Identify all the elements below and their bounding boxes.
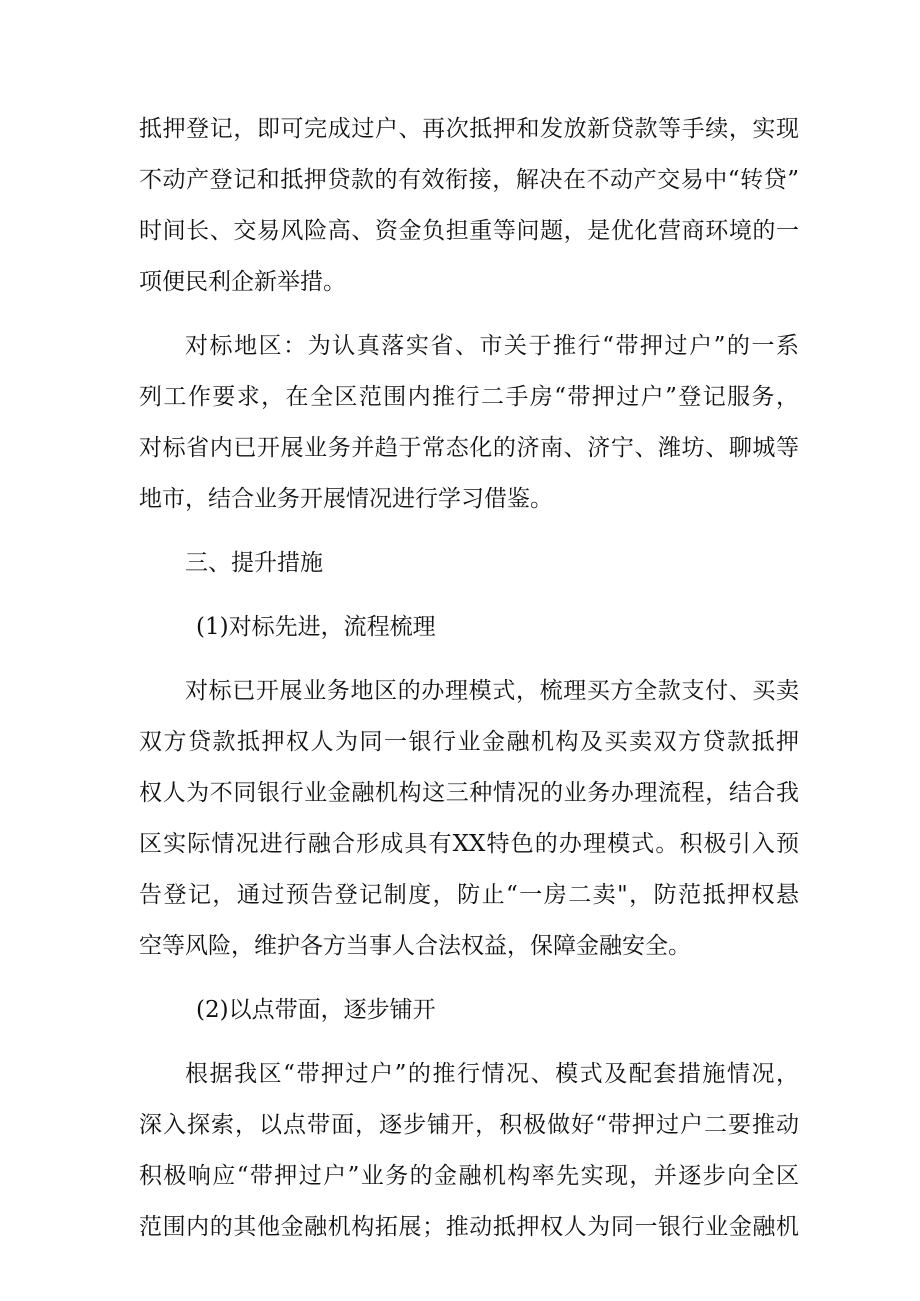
text-line: 项便民利企新举措。: [139, 269, 346, 295]
text-line: 对标省内已开展业务并趋于常态化的济南、济宁、潍坊、聊城等: [139, 435, 799, 461]
text-line: 根据我区“带押过户”的推行情况、模式及配套措施情况，: [185, 1061, 799, 1087]
text-line: 告登记，通过预告登记制度，防止“一房二卖"，防范抵押权悬: [139, 882, 799, 908]
text-line: 权人为不同银行业金融机构这三种情况的业务办理流程，结合我: [139, 780, 799, 806]
paragraph-benchmark-regions: [139, 321, 799, 525]
subsection-heading: (2)以点带面，逐步铺开: [196, 997, 436, 1023]
document-body: [139, 104, 799, 1253]
text-line: 积极响应“带押过户”业务的金融机构率先实现，并逐步向全区: [139, 1163, 799, 1189]
text-line: 对标地区：为认真落实省、市关于推行“带押过户”的一系: [185, 333, 799, 359]
section-heading: 三、提升措施: [185, 550, 323, 576]
text-line: 深入探索，以点带面，逐步铺开，积极做好“带押过户二要推动: [139, 1112, 799, 1138]
text-line: 空等风险，维护各方当事人合法权益，保障金融安全。: [139, 933, 691, 959]
paragraph-mortgage-registration: [139, 104, 799, 308]
text-line: 时间长、交易风险高、资金负担重等问题，是优化营商环境的一: [139, 218, 799, 244]
subsection-heading: (1)对标先进，流程梳理: [196, 614, 436, 640]
text-line: 范围内的其他金融机构拓展；推动抵押权人为同一银行业金融机: [139, 1214, 799, 1240]
text-line: 地市，结合业务开展情况进行学习借鉴。: [139, 486, 553, 512]
text-line: 列工作要求，在全区范围内推行二手房“带押过户”登记服务，: [139, 384, 799, 410]
paragraph-process-sorting: [139, 666, 799, 972]
text-line: 双方贷款抵押权人为同一银行业金融机构及买卖双方贷款抵押: [139, 729, 799, 755]
text-line: 对标已开展业务地区的办理模式，梳理买方全款支付、买卖: [185, 678, 799, 704]
text-line: 不动产登记和抵押贷款的有效衔接，解决在不动产交易中“转贷”: [139, 167, 799, 193]
text-line: 区实际情况进行融合形成具有XX特色的办理模式。积极引入预: [139, 831, 799, 857]
paragraph-gradual-rollout: [139, 1049, 799, 1253]
text-line: 抵押登记，即可完成过户、再次抵押和发放新贷款等手续，实现: [139, 116, 799, 142]
